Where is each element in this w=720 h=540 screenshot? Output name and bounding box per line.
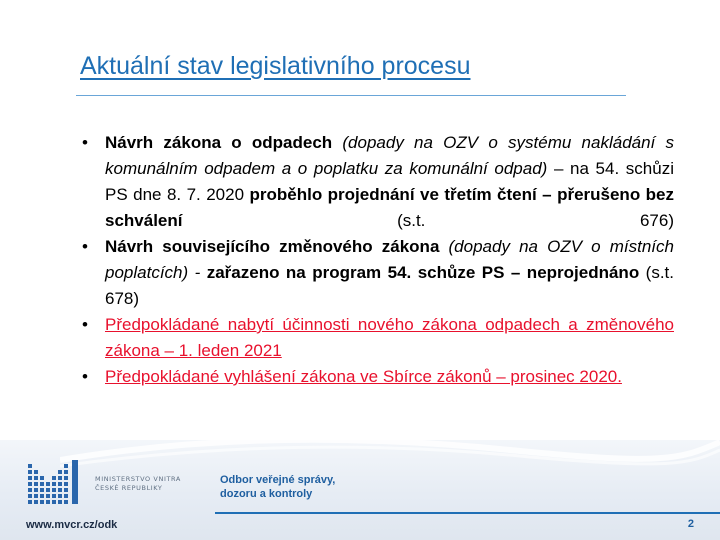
department-line1: Odbor veřejné správy, — [220, 474, 336, 486]
department-line2: dozoru a kontroly — [220, 488, 313, 500]
ministry-name — [95, 475, 181, 493]
page-title: Aktuální stav legislativního procesu — [80, 52, 471, 80]
ministry-name-line2: ČESKÉ REPUBLIKY — [95, 484, 163, 492]
bullet-2-note: (dopady na OZV o místních poplatcích) - — [105, 237, 674, 282]
bullet-1-status: proběhlo projednání ve třetím čtení – přerušeno bez schválení — [105, 185, 674, 230]
ministry-logo-icon — [26, 458, 86, 510]
bullet-1-date: – na 54. schůzi PS dne 8. 7. 2020 — [105, 159, 674, 204]
ministry-name-line1: MINISTERSTVO VNITRA — [95, 475, 181, 483]
department-name — [220, 473, 335, 501]
bullet-2-heading: Návrh souvisejícího změnového zákona — [105, 237, 440, 256]
page-number: 2 — [687, 518, 694, 530]
bullet-item-1 — [80, 130, 674, 234]
bullet-item-2 — [80, 234, 674, 312]
bullet-item-4 — [80, 364, 674, 390]
bullet-list — [80, 130, 674, 390]
bullet-2-status: zařazeno na program 54. schůze PS – neprojednáno — [206, 263, 640, 282]
bullet-1-heading: Návrh zákona o odpadech — [105, 133, 333, 152]
bullet-1-ref: (s.t. 676) — [182, 211, 674, 230]
title-divider — [76, 95, 626, 96]
bullet-item-3 — [80, 312, 674, 364]
footer-wave-decoration — [60, 430, 720, 470]
bullet-2-ref: (s.t. 678) — [105, 263, 674, 308]
bullet-1-note: (dopady na OZV o systému nakládání s komunálním odpadem a o poplatku za komunální odpad) — [105, 133, 674, 178]
footer-rule — [215, 512, 720, 514]
footer-url-link[interactable]: www.mvcr.cz/odk — [26, 519, 118, 531]
bullet-4-text: Předpokládané vyhlášení zákona ve Sbírce zákonů – prosinec 2020. — [105, 367, 622, 386]
bullet-3-text: Předpokládané nabytí účinnosti nového zákona odpadech a změnového zákona – 1. leden 2021 — [105, 315, 674, 360]
